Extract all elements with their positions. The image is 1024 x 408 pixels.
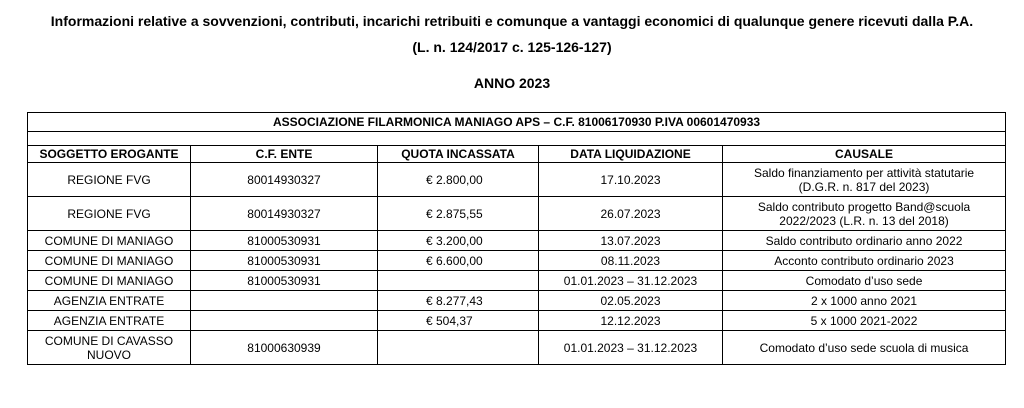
cell-quota: € 2.875,55 <box>378 197 539 231</box>
cell-soggetto <box>28 251 191 271</box>
cell-causale <box>723 163 1006 197</box>
cell-causale-line: Comodato d’uso sede scuola di musica <box>759 340 969 355</box>
association-title: ASSOCIAZIONE FILARMONICA MANIAGO APS – C.F. 81006170930 P.IVA 00601470933 <box>28 113 1006 132</box>
cell-causale <box>723 291 1006 311</box>
cell-soggetto-line: COMUNE DI MANIAGO <box>44 233 174 248</box>
cell-causale <box>723 251 1006 271</box>
cell-data: 26.07.2023 <box>539 197 723 231</box>
cell-data: 02.05.2023 <box>539 291 723 311</box>
table-row <box>28 331 1006 365</box>
cell-causale <box>723 311 1006 331</box>
cell-causale-line: 2 x 1000 anno 2021 <box>810 293 918 308</box>
table-row <box>28 231 1006 251</box>
cell-causale-line: Saldo contributo progetto Band@scuola <box>757 199 971 214</box>
contributions-table <box>27 112 1006 365</box>
document-heading: Informazioni relative a sovvenzioni, contributi, incarichi retribuiti e comunque a vantaggi economici di qualunque genere ricevuti dalla P.A. <box>50 13 974 29</box>
cell-data: 17.10.2023 <box>539 163 723 197</box>
cell-soggetto-line: COMUNE DI CAVASSO <box>44 333 174 348</box>
cell-data: 12.12.2023 <box>539 311 723 331</box>
cell-soggetto-line: AGENZIA ENTRATE <box>53 313 165 328</box>
blank-row <box>28 132 1006 146</box>
cell-quota: € 3.200,00 <box>378 231 539 251</box>
cell-causale-line: Saldo contributo ordinario anno 2022 <box>765 233 963 248</box>
col-header-soggetto: SOGGETTO EROGANTE <box>28 146 191 163</box>
col-header-data: DATA LIQUIDAZIONE <box>539 146 723 163</box>
cell-data: 01.01.2023 – 31.12.2023 <box>539 331 723 365</box>
cell-soggetto-line: AGENZIA ENTRATE <box>53 293 165 308</box>
cell-soggetto <box>28 331 191 365</box>
cell-cf: 81000630939 <box>191 331 378 365</box>
cell-soggetto <box>28 231 191 251</box>
cell-data: 08.11.2023 <box>539 251 723 271</box>
cell-causale-line: Saldo finanziamento per attività statutarie <box>753 165 975 180</box>
cell-cf: 81000530931 <box>191 231 378 251</box>
cell-cf: 80014930327 <box>191 163 378 197</box>
col-header-quota: QUOTA INCASSATA <box>378 146 539 163</box>
table-row <box>28 197 1006 231</box>
cell-soggetto-line: COMUNE DI MANIAGO <box>44 253 174 268</box>
table-row <box>28 163 1006 197</box>
table-row <box>28 251 1006 271</box>
cell-cf: 80014930327 <box>191 197 378 231</box>
table-row <box>28 291 1006 311</box>
cell-soggetto-line: REGIONE FVG <box>67 172 151 187</box>
cell-causale-line: Acconto contributo ordinario 2023 <box>774 253 954 268</box>
cell-soggetto <box>28 291 191 311</box>
cell-cf: 81000530931 <box>191 271 378 291</box>
table-title-row <box>28 113 1006 132</box>
cell-soggetto-line: COMUNE DI MANIAGO <box>44 273 174 288</box>
cell-causale-line: 2022/2023 (L.R. n. 13 del 2018) <box>779 213 949 228</box>
cell-cf: 81000530931 <box>191 251 378 271</box>
cell-soggetto <box>28 311 191 331</box>
cell-soggetto-line: REGIONE FVG <box>67 206 151 221</box>
cell-causale-line: (D.G.R. n. 817 del 2023) <box>798 179 930 194</box>
cell-causale <box>723 197 1006 231</box>
law-reference: (L. n. 124/2017 c. 125-126-127) <box>412 39 612 55</box>
cell-causale <box>723 231 1006 251</box>
year-heading: ANNO 2023 <box>473 75 551 91</box>
cell-cf <box>191 311 378 331</box>
cell-data: 13.07.2023 <box>539 231 723 251</box>
cell-causale <box>723 271 1006 291</box>
cell-causale-line: 5 x 1000 2021-2022 <box>810 313 918 328</box>
cell-causale <box>723 331 1006 365</box>
cell-cf <box>191 291 378 311</box>
cell-quota <box>378 271 539 291</box>
table-row <box>28 271 1006 291</box>
cell-soggetto-line: NUOVO <box>86 347 131 362</box>
column-header-row <box>28 146 1006 163</box>
cell-soggetto <box>28 163 191 197</box>
cell-soggetto <box>28 197 191 231</box>
cell-soggetto <box>28 271 191 291</box>
cell-causale-line: Comodato d’uso sede <box>805 273 923 288</box>
cell-quota <box>378 331 539 365</box>
cell-quota: € 2.800,00 <box>378 163 539 197</box>
cell-data: 01.01.2023 – 31.12.2023 <box>539 271 723 291</box>
col-header-cf: C.F. ENTE <box>191 146 378 163</box>
cell-quota: € 8.277,43 <box>378 291 539 311</box>
table-row <box>28 311 1006 331</box>
col-header-causale: CAUSALE <box>723 146 1006 163</box>
cell-quota: € 504,37 <box>378 311 539 331</box>
cell-quota: € 6.600,00 <box>378 251 539 271</box>
